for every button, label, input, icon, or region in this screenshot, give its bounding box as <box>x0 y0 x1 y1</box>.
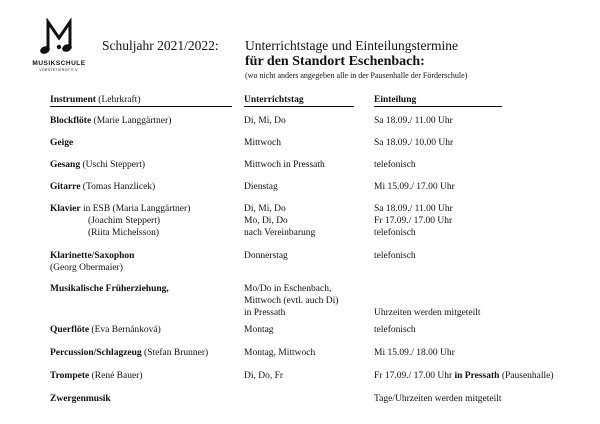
teacher: (Stefan Brunner) <box>141 348 209 358</box>
column-header-day: Unterrichtstag <box>244 95 304 105</box>
instrument: Blockflöte <box>50 116 92 126</box>
teacher: (Uschi Steppert) <box>80 160 145 170</box>
division-date: Mi 15.09./ 17.00 Uhr <box>374 182 455 192</box>
lesson-day: Di, Mi, Do <box>244 116 286 126</box>
teacher: (René Bauer) <box>89 371 143 381</box>
column-header-instrument <box>50 95 141 105</box>
location-note: (wo nicht anders angegeben alle in der Pausenhalle der Förderschule) <box>245 71 468 80</box>
division-date: Sa 18.09./ 11.00 Uhr <box>374 116 453 126</box>
lesson-day: Mo, Di, Do <box>244 216 288 226</box>
instrument: Klarinette/Saxophon <box>50 251 135 261</box>
division-date: Mi 15.09./ 18.00 Uhr <box>374 348 455 358</box>
instrument: Querflöte <box>50 325 90 335</box>
division-date-text: Fr 17.09./ 17.00 Uhr <box>374 371 455 381</box>
teacher: (Eva Bernánková) <box>89 325 161 335</box>
lesson-day: Di, Mi, Do <box>244 204 286 214</box>
division-location-note: (Pausenhalle) <box>499 371 554 381</box>
instrument: Gesang <box>50 160 81 170</box>
lesson-day: Montag <box>244 325 274 335</box>
instrument: Musikalische Früherziehung, <box>50 284 169 294</box>
lesson-day: Dienstag <box>244 182 278 192</box>
lesson-day: Mo/Do in Eschenbach, <box>244 284 332 294</box>
teacher: (Riita Michelsson) <box>88 228 159 238</box>
lesson-day: Di, Do, Fr <box>244 371 284 381</box>
teacher: (Tomas Hanzlicek) <box>80 182 156 192</box>
lesson-day: Mittwoch <box>244 138 281 148</box>
instrument: Geige <box>50 138 74 148</box>
lesson-day: Donnerstag <box>244 251 288 261</box>
division-date: Uhrzeiten werden mitgeteilt <box>374 308 481 318</box>
division-date: telefonisch <box>374 228 416 238</box>
division-date <box>374 370 574 382</box>
teacher: (Georg Obermaier) <box>50 263 123 273</box>
header-underline <box>374 106 502 107</box>
school-year: Schuljahr 2021/2022: <box>102 38 219 53</box>
lesson-day: nach Vereinbarung <box>244 228 316 238</box>
lesson-day: Mittwoch (evtl. auch Di) <box>244 296 339 306</box>
teacher: (Joachim Steppert) <box>88 216 161 226</box>
music-notes-icon <box>38 18 80 58</box>
instrument: Percussion/Schlagzeug <box>50 348 142 358</box>
division-date: telefonisch <box>374 160 416 170</box>
header-underline <box>244 106 354 107</box>
instrument: Zwergenmusik <box>50 394 111 404</box>
lesson-day: Mittwoch in Pressath <box>244 160 325 170</box>
division-date: Fr 17.09./ 17.00 Uhr <box>374 216 453 226</box>
instrument: Trompete <box>50 371 90 381</box>
instrument: Klavier <box>50 204 81 214</box>
teacher: (Marie Langgärtner) <box>91 116 172 126</box>
division-date: Sa 18.09./ 11.00 Uhr <box>374 204 453 214</box>
division-date: Sa 18.09./ 10.00 Uhr <box>374 138 454 148</box>
page-subtitle: für den Standort Eschenbach: <box>245 54 425 69</box>
lesson-day: in Pressath <box>244 308 286 318</box>
division-location: in Pressath <box>454 371 500 381</box>
page-title: Unterrichtstage und Einteilungstermine <box>245 38 458 53</box>
division-date: Tage/Uhrzeiten werden mitgeteilt <box>374 394 502 404</box>
logo-name: MUSIKSCHULE <box>32 60 86 67</box>
instrument: Gitarre <box>50 182 81 192</box>
header-underline <box>50 106 232 107</box>
column-header-instrument-rest: (Lehrkraft) <box>95 95 141 105</box>
column-header-instrument-bold: Instrument <box>50 95 96 105</box>
lesson-day: Montag, Mittwoch <box>244 348 316 358</box>
teacher: in ESB (Maria Langgärtner) <box>80 204 191 214</box>
logo-subtitle: VORSTETIKROF E.V. <box>39 68 79 72</box>
division-date: telefonisch <box>374 325 416 335</box>
division-date: telefonisch <box>374 251 416 261</box>
music-school-logo <box>30 18 88 74</box>
column-header-division: Einteilung <box>374 95 417 105</box>
